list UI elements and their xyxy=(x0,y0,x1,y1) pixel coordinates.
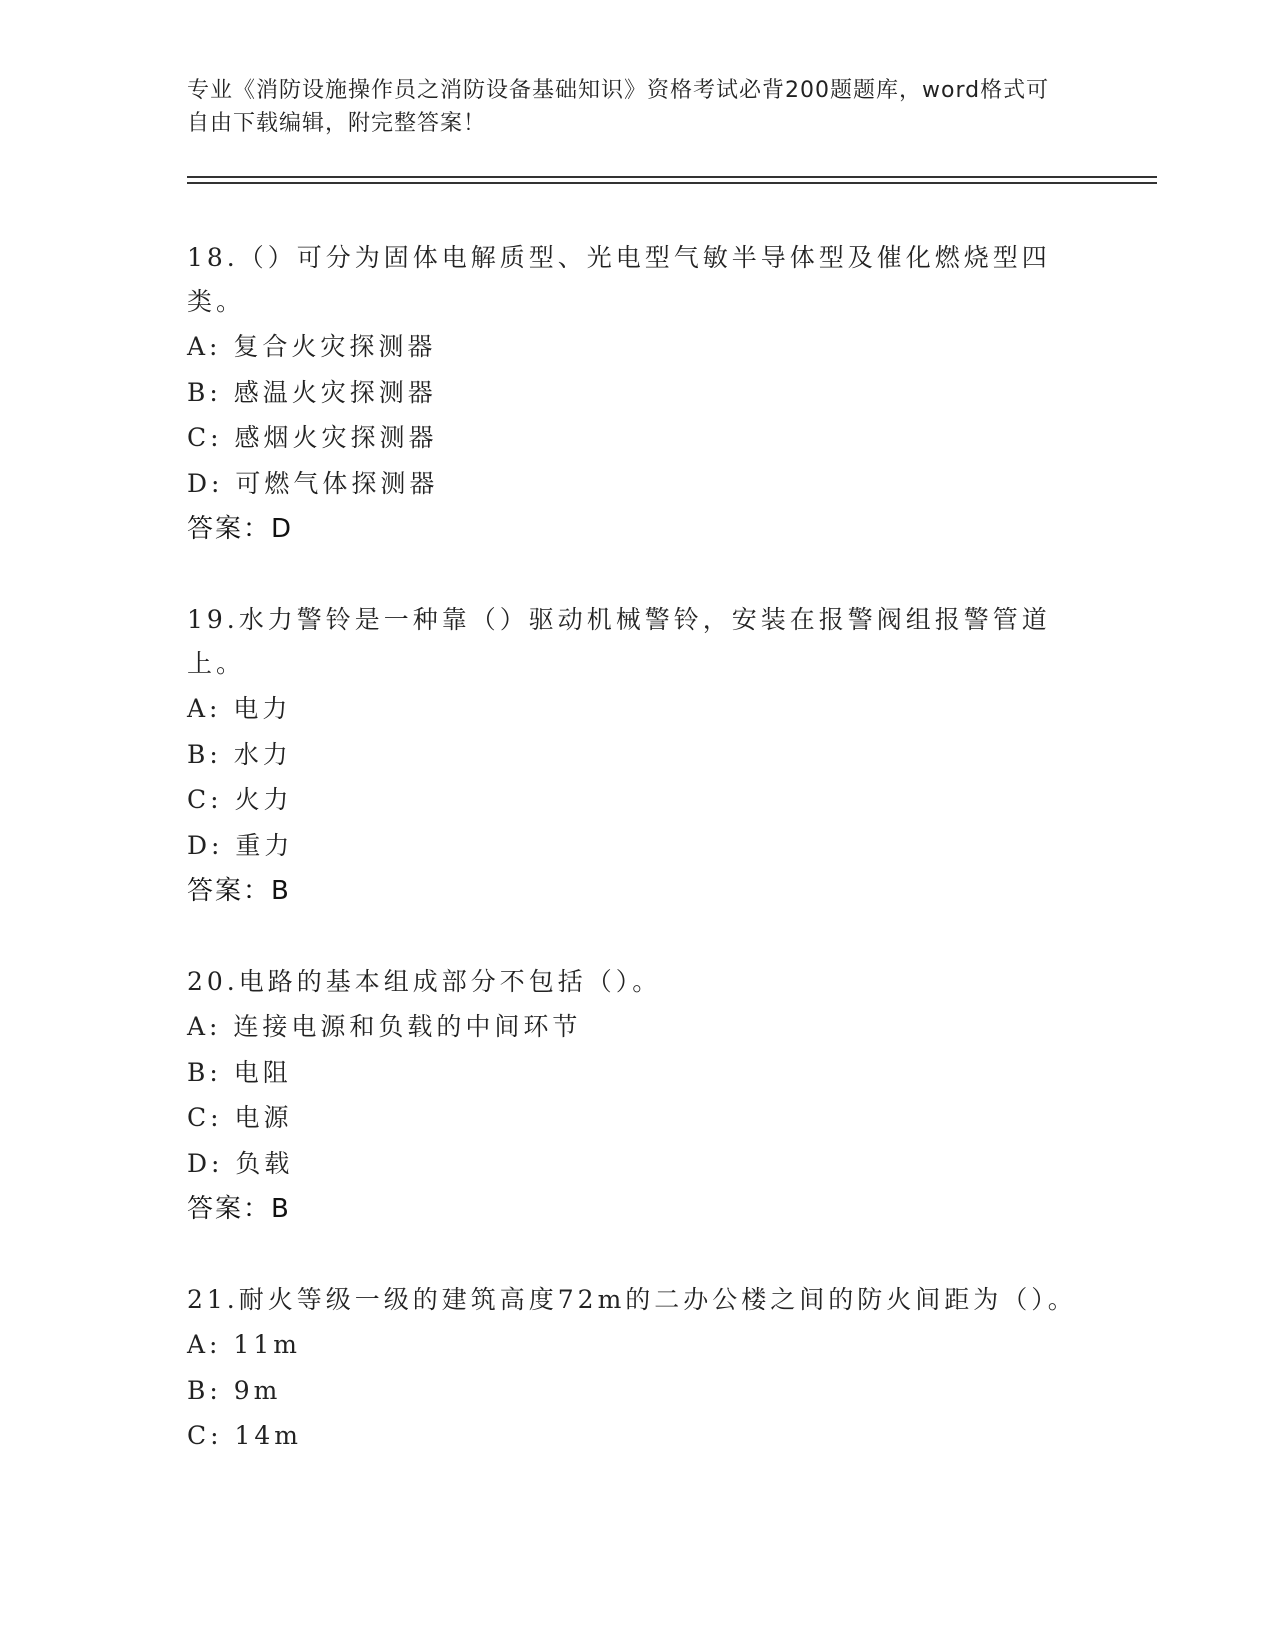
option-b: B: 9m xyxy=(187,1375,282,1405)
answer-line: 答案：B xyxy=(187,876,291,906)
answer-line: 答案：D xyxy=(187,514,294,544)
option-d: D: 负载 xyxy=(187,1148,294,1178)
option-b: B: 感温火灾探测器 xyxy=(187,377,437,407)
question-18 xyxy=(187,236,1087,552)
option-d: D: 重力 xyxy=(187,830,294,860)
option-c: C: 14m xyxy=(187,1421,303,1450)
option-c: C: 电源 xyxy=(187,1103,293,1132)
option-d: D: 可燃气体探测器 xyxy=(187,468,439,498)
question-21 xyxy=(187,1278,1087,1459)
document-header: 专业《消防设施操作员之消防设备基础知识》资格考试必背200题题库，word格式可自由下载编辑，附完整答案！ xyxy=(187,78,1050,136)
question-19 xyxy=(187,598,1087,914)
question-stem: 21.耐火等级一级的建筑高度72m的二办公楼之间的防火间距为（）。 xyxy=(187,1285,1077,1314)
option-b: B: 水力 xyxy=(187,739,292,769)
option-a: A: 11m xyxy=(187,1330,301,1359)
option-c: C: 火力 xyxy=(187,785,293,814)
question-stem: 18.（）可分为固体电解质型、光电型气敏半导体型及催化燃烧型四类。 xyxy=(187,243,1051,316)
option-a: A: 连接电源和负载的中间环节 xyxy=(187,1012,582,1041)
question-list xyxy=(187,236,1087,1505)
header-divider-top xyxy=(187,176,1157,178)
header-divider-bottom xyxy=(187,182,1157,184)
option-b: B: 电阻 xyxy=(187,1057,292,1087)
question-stem: 20.电路的基本组成部分不包括（）。 xyxy=(187,967,662,996)
option-a: A: 电力 xyxy=(187,694,292,723)
option-c: C: 感烟火灾探测器 xyxy=(187,423,438,452)
question-stem: 19.水力警铃是一种靠（）驱动机械警铃，安装在报警阀组报警管道上。 xyxy=(187,605,1051,678)
question-20 xyxy=(187,960,1087,1232)
option-a: A: 复合火灾探测器 xyxy=(187,332,437,361)
answer-line: 答案：B xyxy=(187,1194,291,1224)
